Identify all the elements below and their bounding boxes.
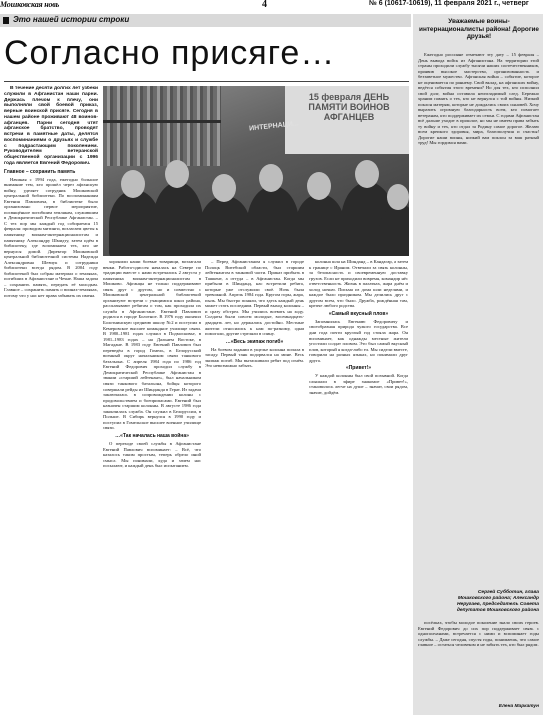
- photo-face: [387, 184, 409, 210]
- photo-person: [247, 186, 299, 256]
- photo-shelf-line: [103, 120, 221, 123]
- page-number: 4: [262, 0, 267, 10]
- photo-bookshelf: [103, 86, 221, 166]
- photo-person: [153, 182, 203, 256]
- column-3-tail: На боевом задании в ущелье колонна попала в засаду. Первый танк подорвался на мине. Весь экипаж погиб. Мы вытаскивали ребят под огнём. Это невозможно забыть.: [205, 346, 304, 369]
- photo-person: [199, 196, 251, 256]
- rubric-marker-icon: [3, 17, 9, 24]
- photo-person: [295, 194, 345, 256]
- column-5-text: посёлках, чтобы молодое поколение знало своих героев. Евгений Федорович до сих пор поддерживает связь с однополчанами, встречается с ними и вспоминает годы службы. – Даже сегодня, спустя годы, понимаешь, что самое главное – остаться человеком и не забыть тех, кто был рядом.: [418, 620, 539, 648]
- rubric-bar: [0, 14, 411, 27]
- sidebar-title: Уважаемые воины-интернационалисты района! Дорогие друзья!: [419, 18, 539, 41]
- subhead-plov: «Самый вкусный плов»: [328, 310, 389, 317]
- sidebar-body: [418, 52, 539, 592]
- article-column-4: [309, 259, 408, 711]
- article-column-5: [418, 620, 539, 704]
- newspaper-logo: Мошковская новь: [0, 0, 60, 9]
- column-2-tail: О переходе своей службы в Афганистане Евгений Павлович вспоминает: – Всё, что казалось таким простым, теперь обрело иной смысл. Мы понимали, куда и зачем нас посылают, и каждый день был испытанием.: [103, 440, 201, 469]
- photo-face: [212, 174, 236, 202]
- article-column-2: [103, 259, 201, 711]
- article-column-1: [4, 86, 98, 712]
- photo-face: [121, 170, 145, 198]
- photo-face: [355, 160, 379, 188]
- photo-person: [379, 204, 409, 256]
- article-author: Елена Маркатун: [498, 704, 539, 709]
- subhead-crew-died: …«Весь экипаж погиб»: [225, 338, 284, 345]
- column-2-text: хоронили наши боевые товарищи, возлагали венки. Работа-одиссея началась на Севере по традиции вместе с нами встречались 2 августа у памятника воинам-интернационалистам в Мошково. Афганцы не только поддерживают связь друг с другом, но и совместно с Мошковской центральной библиотекой организуют встречи с учащимися школ района, рассказывают ребятам о том, как проходила их служба в Афганистане. Евгений Павлович родился в городе Болотное. В 1976 году окончил Болотнинскую среднюю школу №2 и поступил в Кемеровское высшее командное училище связи. В 1980–1981 годах служил в Подмосковье, в 1981–1983 годах – на Дальнем Востоке, в Магадане. В 1983 году Евгений Павлович был переведён в город Гомель, в Белорусский военный округ начальником связи танкового батальона. С апреля 1984 года по 1986 год Евгений Федорович проходил службу в Демократической Республике Афганистан в звании «старший лейтенант», был начальником связи танкового батальона, бойцы которого совершали рейды из Шинданда в Герат. Из задачи заключалась в сопровождении колонн с продовольствием и боеприпасами. Евгений был назначен старшим колонны. В августе 1986 года закончилась служба. Он служил в Белоруссии, в Польше. В Сибирь вернулся в 1990 году и поступил в Гомельское высшее военное училище связи.: [103, 259, 201, 431]
- photo-face: [307, 172, 331, 200]
- column-4-text-2: Запомнилась Евгению Федоровичу и своеобразная природа чужого государства. Все дни года почти круглый год стояла жара. Он вспоминает, как однажды местные жители угостили солдат пловом. Это был самый вкусный плов, который я когда-либо ел. Мы сидели вместе, говорили на разных языках, но понимали друг друга.: [309, 318, 408, 363]
- article-column-3: [205, 259, 304, 711]
- issue-info: № 6 (10617-10619), 11 февраля 2021 г., четверг: [369, 0, 529, 7]
- photo-face: [165, 160, 189, 188]
- article-headline: Согласно присяге…: [4, 34, 336, 72]
- column-1-text: Начиная с 1994 года, ежегодно большое внимание тем, кто прошёл через афганскую войну, уделяет сотрудник Мошковской центральной библиотеки. По воспоминаниям Евгения Павловича, в библиотеке было организовано первое мероприятие, посвящённое погибшим землякам, служившим в Демократической Республике Афганистан. – С тех пор мы каждый год собираемся 15 февраля: проводим митинги, возлагаем цветы к памятнику воинам-интернационалистам и памятнику Александру Шмидту, затем идём в библиотеку, где вспоминаем тех, кто не вернулся домой. Директор Мошковской центральной библиотечной системы Надежда Александровна Шевчук и сотрудники библиотеки всегда рядом. В 2004 году библиотекой был собран материал о земляках, погибших в Афганистане и Чечне. Наша задача – сохранить память, передать её молодым. Главное – сохранить память о воинах-земляках, потому что у нас нет права забывать их имена.: [4, 176, 98, 298]
- column-4-tail: У каждой колонны был свой позывной. Когда слышали в эфире знакомое «Привет!», становилось легче на душе – значит, свои рядом, значит, дойдём.: [309, 373, 408, 395]
- headline-divider: [4, 81, 409, 82]
- column-3-text: – Перед Афганистаном я служил в городе Полоцк Витебской области, был старшим лейтенантом в танковой части. Приказ прибыть в Ташкент, а оттуда – в Афганистан. Когда мы прибыли в Шинданд, нас встретили ребята, которые уже отслужили своё. Ночь была тревожной. Апрель 1984 года. Кругом горы, жара, пыль. Мы быстро поняли, что здесь каждый день может стать последним. Первый выход колонны – и сразу обстрел. Мы учились воевать на ходу. Солдаты были совсем молодые, восемнадцать-двадцать лет, но держались достойно. Местные жители относились к нам по-разному, одни помогали, другие стреляли в спину.: [205, 259, 304, 337]
- article-lead: В течение десяти долгих лет узбеки служили в Афганистан наши парни. Держась плечом к плечу, они выполняли свой боевой приказ, верные воинской присяге. Сегодня в нашем районе проживают 48 воинов-афганцев. Парни сегодня чтят афганское братство, проводят встречи в памятные даты, делятся воспоминаниями о друзьях и службе с подрастающим поколением. Руководителем ветеранской общественной организации с 1996 года является Евгений Федорович.: [4, 86, 98, 166]
- subhead-privet: «Привет!»: [345, 365, 372, 372]
- photo-banner-text: 15 февраля ДЕНЬ ПАМЯТИ ВОИНОВ АФГАНЦЕВ: [308, 92, 390, 122]
- article-photo: [103, 86, 409, 256]
- column-4-text: колонна шла на Шинданд – в Кандагар, а затем к границе с Ираном. Отвечали за связь колонны, за безопасность и своевременную доставку грузов. Если не приходили вовремя, командир нёс ответственность. Жизнь в палатках, жара днём и холод ночью. Письма из дома шли неделями, и каждое было праздником. Мы делились друг с другом всем, что было. Дружба, рождённая там, крепче любого родства.: [309, 259, 408, 309]
- masthead: [0, 0, 543, 10]
- photo-face: [259, 164, 283, 192]
- sidebar-text: Ежегодно россияне отмечают эту дату – 15 февраля – День вывода войск из Афганистана. На территории этой страны проходили службу тысячи наших соотечественников, проявив высокое мастерство, организованность и беззаветное мужество. Афганская война – событие, которое не оценивается по раннему. Свой вклад, на афганских войну, ведётся события этого времени? Но для тех, кто исполнил свой долг, война оставила неизгладимый след. Бережно храним память о тех, кто не вернулся с той войны. Низкий поклон матерям, которые не дождались своих сыновей. Хочу выразить огромную благодарность всем, кто помогает ветеранам, кто поддерживает их семьи. С годами Афганистан всё дальше уходит в прошлое, но мы не имеем права забыть ту войну и тех, кто отдал за Родину самое дорогое. Желаю всем крепкого здоровья, мира, благополучия и счастья! Дорогие наши воины, низкий вам поклон за ваш ратный труд! Мы гордимся вами.: [418, 52, 539, 145]
- subhead-memory: Главное – сохранить память: [4, 168, 76, 175]
- photo-inner-caption: ИНТЕРНАЦИ...: [248, 120, 300, 133]
- subhead-war-began: …«Так началась наша война»: [115, 432, 189, 439]
- rubric-title: Это нашей истории строки: [13, 15, 130, 24]
- sidebar-signature: Сергей Субботин, глава Мошковского района; Александр Неругаев, председатель Совета депутатов Мошковского района: [456, 590, 539, 613]
